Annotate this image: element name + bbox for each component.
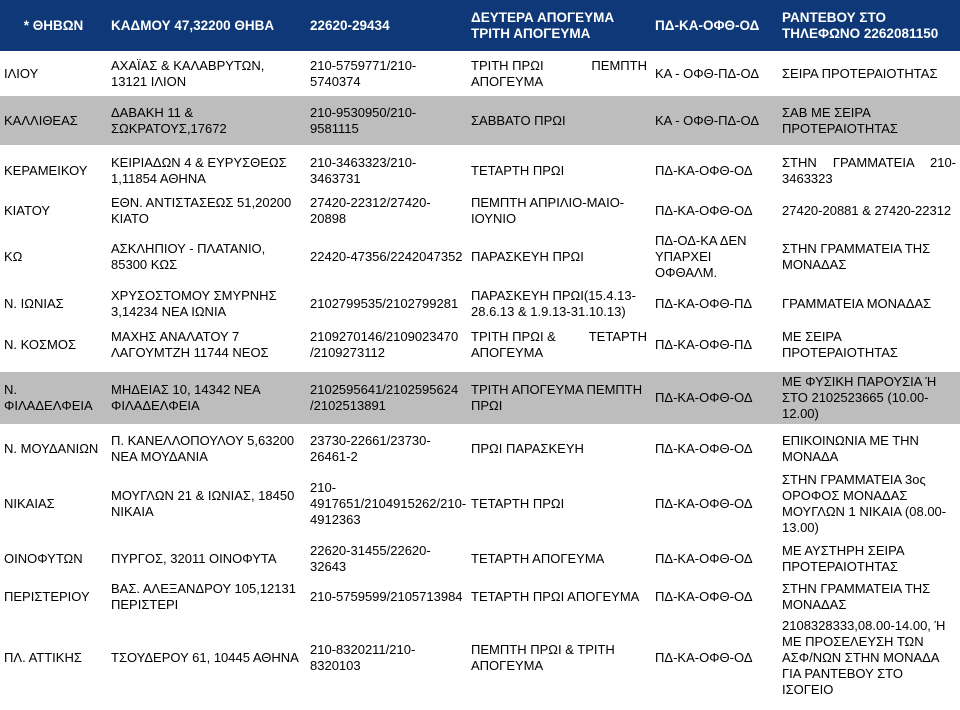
unit-schedule: ΠΑΡΑΣΚΕΥΗ ΠΡΩΙ(15.4.13-28.6.13 & 1.9.13-31.10.13) (467, 283, 651, 324)
unit-notes: ΣΤΗΝ ΓΡΑΜΜΑΤΕΙΑ ΤΗΣ ΜΟΝΑΔΑΣ (778, 231, 960, 283)
unit-address: ΧΡΥΣΟΣΤΟΜΟΥ ΣΜΥΡΝΗΣ 3,14234 ΝΕΑ ΙΩΝΙΑ (107, 283, 306, 324)
unit-phone: 2102595641/2102595624 /2102513891 (306, 372, 467, 424)
unit-notes: ΣΕΙΡΑ ΠΡΟΤΕΡΑΙΟΤΗΤΑΣ (778, 51, 960, 96)
schedule-cont: ΑΠΟΓΕΥΜΑ (471, 73, 544, 89)
unit-vaccines: ΠΔ-ΚΑ-ΟΦΘ-ΟΔ (651, 578, 778, 616)
unit-phone: 27420-22312/27420-20898 (306, 191, 467, 231)
unit-name: Ν. ΦΙΛΑΔΕΛΦΕΙΑ (0, 372, 107, 424)
table-row (0, 324, 960, 366)
unit-schedule: ΤΕΤΑΡΤΗ ΠΡΩΙ (467, 151, 651, 191)
table-row (0, 430, 960, 468)
unit-address: ΒΑΣ. ΑΛΕΞΑΝΔΡΟΥ 105,12131 ΠΕΡΙΣΤΕΡΙ (107, 578, 306, 616)
unit-vaccines: ΠΔ-ΚΑ-ΟΦΘ-ΟΔ (651, 616, 778, 700)
unit-name: ΙΛΙΟΥ (0, 51, 107, 96)
unit-address: ΜΑΧΗΣ ΑΝΑΛΑΤΟΥ 7 ΛΑΓΟΥΜΤΖΗ 11744 ΝΕΟΣ (107, 324, 306, 366)
unit-schedule: ΤΕΤΑΡΤΗ ΠΡΩΙ (467, 468, 651, 540)
header-row (0, 0, 960, 51)
unit-name: ΚΙΑΤΟΥ (0, 191, 107, 231)
unit-vaccines: ΠΔ-ΚΑ-ΟΦΘ-ΠΔ (651, 324, 778, 366)
table-row (0, 231, 960, 283)
unit-name: ΠΕΡΙΣΤΕΡΙΟΥ (0, 578, 107, 616)
unit-address: ΚΕΙΡΙΑΔΩΝ 4 & ΕΥΡΥΣΘΕΩΣ 1,11854 ΑΘΗΝΑ (107, 151, 306, 191)
unit-vaccines: ΠΔ-ΚΑ-ΟΦΘ-ΟΔ (651, 151, 778, 191)
table-row (0, 283, 960, 324)
unit-address: ΔΑΒΑΚΗ 11 & ΣΩΚΡΑΤΟΥΣ,17672 (107, 96, 306, 145)
unit-phone: 210-5759771/210-5740374 (306, 51, 467, 96)
unit-schedule (467, 324, 651, 366)
table-row (0, 51, 960, 96)
unit-name: Ν. ΙΩΝΙΑΣ (0, 283, 107, 324)
table-row (0, 540, 960, 578)
unit-phone: 210-4917651/2104915262/210-4912363 (306, 468, 467, 540)
unit-name: Ν. ΜΟΥΔΑΝΙΩΝ (0, 430, 107, 468)
unit-phone: 22420-47356/2242047352 (306, 231, 467, 283)
unit-schedule: ΠΕΜΠΤΗ ΠΡΩΙ & ΤΡΙΤΗ ΑΠΟΓΕΥΜΑ (467, 616, 651, 700)
unit-address: ΑΧΑΪΑΣ & ΚΑΛΑΒΡΥΤΩΝ, 13121 ΙΛΙΟΝ (107, 51, 306, 96)
unit-address: ΕΘΝ. ΑΝΤΙΣΤΑΣΕΩΣ 51,20200 ΚΙΑΤΟ (107, 191, 306, 231)
unit-notes: 27420-20881 & 27420-22312 (778, 191, 960, 231)
unit-notes: ΜΕ ΣΕΙΡΑ ΠΡΟΤΕΡΑΙΟΤΗΤΑΣ (778, 324, 960, 366)
unit-vaccines: ΠΔ-ΚΑ-ΟΦΘ-ΟΔ (651, 372, 778, 424)
unit-notes: ΣΤΗΝ ΓΡΑΜΜΑΤΕΙΑ 210-3463323 (778, 151, 960, 191)
unit-notes: ΜΕ ΑΥΣΤΗΡΗ ΣΕΙΡΑ ΠΡΟΤΕΡΑΙΟΤΗΤΑΣ (778, 540, 960, 578)
header-vaccines: ΠΔ-ΚΑ-ΟΦΘ-ΟΔ (651, 0, 778, 51)
unit-notes: ΣΑΒ ΜΕ ΣΕΙΡΑ ΠΡΟΤΕΡΑΙΟΤΗΤΑΣ (778, 96, 960, 145)
unit-schedule: ΠΑΡΑΣΚΕΥΗ ΠΡΩΙ (467, 231, 651, 283)
unit-notes: ΕΠΙΚΟΙΝΩΝΙΑ ΜΕ ΤΗΝ ΜΟΝΑΔΑ (778, 430, 960, 468)
unit-notes: ΣΤΗΝ ΓΡΑΜΜΑΤΕΙΑ ΤΗΣ ΜΟΝΑΔΑΣ (778, 578, 960, 616)
unit-name: ΚΕΡΑΜΕΙΚΟΥ (0, 151, 107, 191)
unit-name: ΟΙΝΟΦΥΤΩΝ (0, 540, 107, 578)
unit-vaccines: ΠΔ-ΚΑ-ΟΦΘ-ΟΔ (651, 540, 778, 578)
header-unit: * ΘΗΒΩΝ (0, 0, 107, 51)
unit-address: ΤΣΟΥΔΕΡΟΥ 61, 10445 ΑΘΗΝΑ (107, 616, 306, 700)
unit-address: ΑΣΚΛΗΠΙΟΥ - ΠΛΑΤΑΝΙΟ, 85300 ΚΩΣ (107, 231, 306, 283)
unit-vaccines: ΠΔ-ΚΑ-ΟΦΘ-ΟΔ (651, 191, 778, 231)
unit-vaccines: ΠΔ-ΟΔ-ΚΑ ΔΕΝ ΥΠΑΡΧΕΙ ΟΦΘΑΛΜ. (651, 231, 778, 283)
unit-phone: 210-8320211/210-8320103 (306, 616, 467, 700)
unit-schedule: ΤΡΙΤΗ ΑΠΟΓΕΥΜΑ ΠΕΜΠΤΗ ΠΡΩΙ (467, 372, 651, 424)
unit-vaccines: ΠΔ-ΚΑ-ΟΦΘ-ΠΔ (651, 283, 778, 324)
header-appointment: ΡΑΝΤΕΒΟΥ ΣΤΟ ΤΗΛΕΦΩΝΟ 2262081150 (778, 0, 960, 51)
table-row (0, 616, 960, 700)
unit-address: ΠΥΡΓΟΣ, 32011 ΟΙΝΟΦΥΤΑ (107, 540, 306, 578)
header-schedule: ΔΕΥΤΕΡΑ ΑΠΟΓΕΥΜΑ ΤΡΙΤΗ ΑΠΟΓΕΥΜΑ (467, 0, 651, 51)
unit-address: ΜΗΔΕΙΑΣ 10, 14342 ΝΕΑ ΦΙΛΑΔΕΛΦΕΙΑ (107, 372, 306, 424)
unit-schedule: ΤΕΤΑΡΤΗ ΑΠΟΓΕΥΜΑ (467, 540, 651, 578)
unit-name: ΠΛ. ΑΤΤΙΚΗΣ (0, 616, 107, 700)
unit-schedule (467, 51, 651, 96)
unit-address: Π. ΚΑΝΕΛΛΟΠΟΥΛΟΥ 5,63200 ΝΕΑ ΜΟΥΔΑΝΙΑ (107, 430, 306, 468)
unit-schedule: ΤΕΤΑΡΤΗ ΠΡΩΙ ΑΠΟΓΕΥΜΑ (467, 578, 651, 616)
unit-name: ΚΑΛΛΙΘΕΑΣ (0, 96, 107, 145)
unit-name: ΝΙΚΑΙΑΣ (0, 468, 107, 540)
schedule-part: ΤΡΙΤΗ ΠΡΩΙ & (471, 329, 556, 344)
header-address: ΚΑΔΜΟΥ 47,32200 ΘΗΒΑ (107, 0, 306, 51)
unit-name: ΚΩ (0, 231, 107, 283)
schedule-part-right: ΠΕΜΠΤΗ (591, 57, 647, 73)
table-row (0, 468, 960, 540)
table-row (0, 578, 960, 616)
unit-phone: 2102799535/2102799281 (306, 283, 467, 324)
unit-phone: 22620-31455/22620-32643 (306, 540, 467, 578)
unit-phone: 210-5759599/2105713984 (306, 578, 467, 616)
unit-name: Ν. ΚΟΣΜΟΣ (0, 324, 107, 366)
table-row (0, 372, 960, 424)
unit-schedule: ΠΡΩΙ ΠΑΡΑΣΚΕΥΗ (467, 430, 651, 468)
table-row (0, 96, 960, 145)
unit-schedule: ΣΑΒΒΑΤΟ ΠΡΩΙ (467, 96, 651, 145)
unit-notes: ΓΡΑΜΜΑΤΕΙΑ ΜΟΝΑΔΑΣ (778, 283, 960, 324)
unit-address: ΜΟΥΓΛΩΝ 21 & ΙΩΝΙΑΣ, 18450 ΝΙΚΑΙΑ (107, 468, 306, 540)
unit-vaccines: ΠΔ-ΚΑ-ΟΦΘ-ΟΔ (651, 468, 778, 540)
unit-phone: 210-9530950/210-9581115 (306, 96, 467, 145)
unit-notes: ΜΕ ΦΥΣΙΚΗ ΠΑΡΟΥΣΙΑ Ή ΣΤΟ 2102523665 (10.00-12.00) (778, 372, 960, 424)
unit-phone: 2109270146/2109023470 /2109273112 (306, 324, 467, 366)
unit-vaccines: ΚΑ - ΟΦΘ-ΠΔ-ΟΔ (651, 51, 778, 96)
header-phone: 22620-29434 (306, 0, 467, 51)
table-row (0, 191, 960, 231)
unit-phone: 23730-22661/23730-26461-2 (306, 430, 467, 468)
unit-vaccines: ΠΔ-ΚΑ-ΟΦΘ-ΟΔ (651, 430, 778, 468)
schedule-part: ΤΡΙΤΗ ΠΡΩΙ (471, 57, 544, 73)
unit-vaccines: ΚΑ - ΟΦΘ-ΠΔ-ΟΔ (651, 96, 778, 145)
unit-schedule: ΠΕΜΠΤΗ ΑΠΡΙΛΙΟ-ΜΑΙΟ-ΙΟΥΝΙΟ (467, 191, 651, 231)
schedule-part-right: ΤΕΤΑΡΤΗ (588, 329, 647, 344)
schedule-cont: ΑΠΟΓΕΥΜΑ (471, 345, 544, 360)
unit-notes: 2108328333,08.00-14.00, Ή ΜΕ ΠΡΟΣΕΛΕΥΣΗ ΤΩΝ ΑΣΦ/ΝΩΝ ΣΤΗΝ ΜΟΝΑΔΑ ΓΙΑ ΡΑΝΤΕΒΟΥ ΣΤΟ ΙΣΟΓΕΙΟ (778, 616, 960, 700)
unit-phone: 210-3463323/210-3463731 (306, 151, 467, 191)
table-row (0, 151, 960, 191)
unit-notes: ΣΤΗΝ ΓΡΑΜΜΑΤΕΙΑ 3ος ΟΡΟΦΟΣ ΜΟΝΑΔΑΣ ΜΟΥΓΛΩΝ 1 ΝΙΚΑΙΑ (08.00-13.00) (778, 468, 960, 540)
